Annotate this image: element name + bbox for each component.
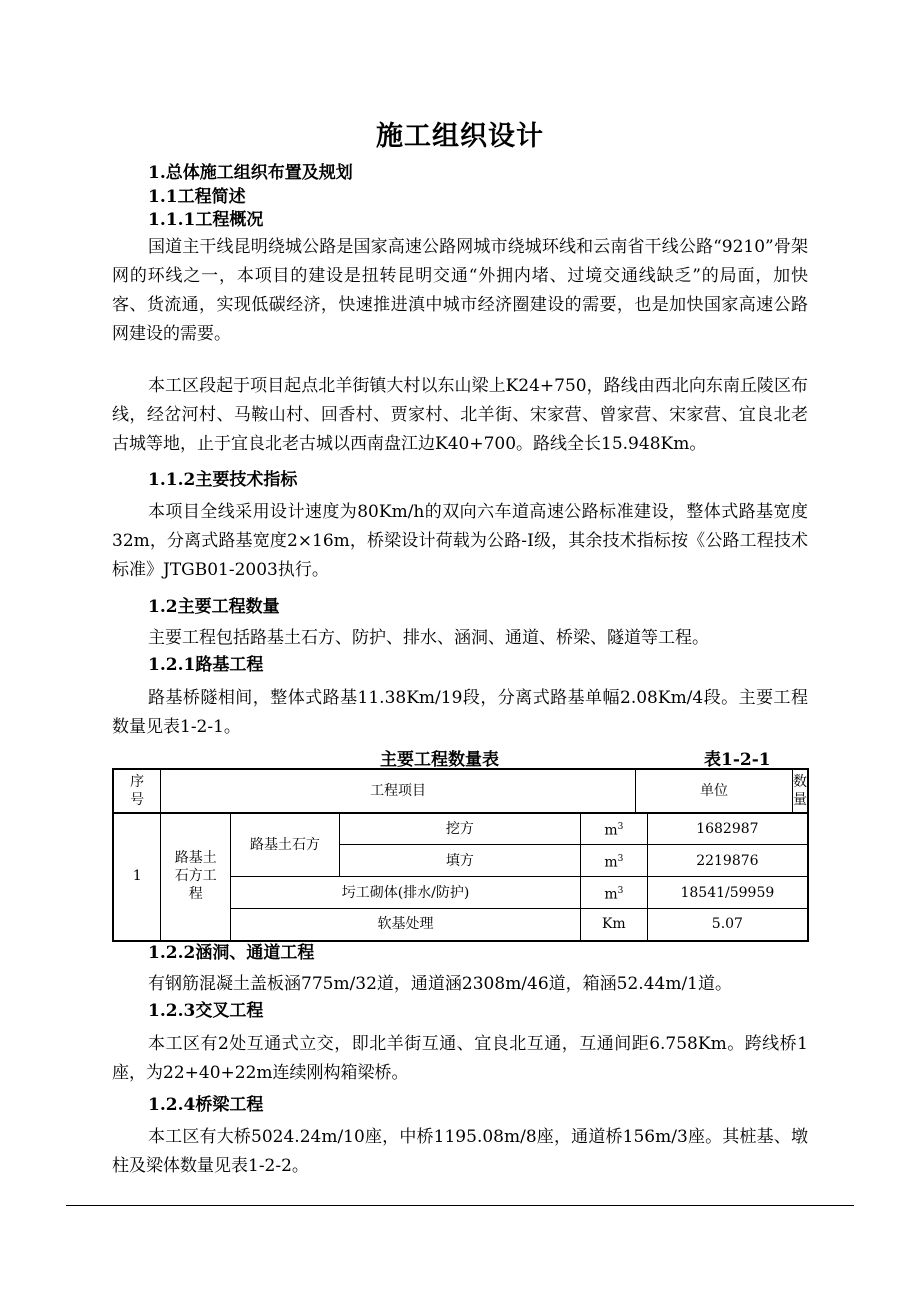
- heading-1-2-4: 1.2.4桥梁工程: [148, 1095, 264, 1115]
- quantity-table: [112, 768, 809, 814]
- page-title: 施工组织设计: [376, 121, 544, 152]
- footer-divider: [66, 1205, 854, 1206]
- cell-qty: 18541/59959: [647, 877, 808, 909]
- header-item: 工程项目: [161, 769, 636, 813]
- paragraph-tech-index: 本项目全线采用设计速度为80Km/h的双向六车道高速公路标准建设，整体式路基宽度32m，分离式路基宽度2×16m，桥梁设计荷载为公路-Ⅰ级，其余技术指标按《公路工程技术标准》JTGB01-2003执行。: [112, 502, 808, 580]
- cell-unit: $m^3$: [580, 845, 647, 877]
- paragraph-culverts: 有钢筋混凝土盖板涵775m/32道，通道涵2308m/46道，箱涵52.44m/1道。: [148, 974, 733, 994]
- table-title: 主要工程数量表: [380, 750, 499, 770]
- cell-qty: 5.07: [647, 909, 808, 941]
- heading-1-1-1: 1.1.1工程概况: [148, 210, 264, 230]
- heading-1-1: 1.1工程简述: [148, 187, 246, 207]
- header-unit: 单位: [635, 769, 792, 813]
- cell-unit: $m^3$: [580, 877, 647, 909]
- cell-subgroup: 路基土石方: [231, 813, 340, 877]
- heading-1: 1.总体施工组织布置及规划: [148, 163, 353, 183]
- cell-group: 路基土石方工程: [161, 813, 231, 941]
- paragraph-overview: 国道主干线昆明绕城公路是国家高速公路网城市绕城环线和云南省干线公路“9210”骨架网的环线之一，本项目的建设是扭转昆明交通“外拥内堵、过境交通线缺乏”的局面，加快客、货流通，实现低碳经济，快速推进滇中城市经济圈建设的需要，也是加快国家高速公路网建设的需要。: [112, 237, 808, 344]
- cell-item: 软基处理: [231, 909, 581, 941]
- heading-1-2-2: 1.2.2涵洞、通道工程: [148, 943, 315, 963]
- cell-qty: 2219876: [647, 845, 808, 877]
- cell-qty: 1682987: [647, 813, 808, 845]
- cell-unit: $m^3$: [580, 813, 647, 845]
- cell-item: 填方: [339, 845, 580, 877]
- cell-item: 挖方: [339, 813, 580, 845]
- cell-unit: Km: [580, 909, 647, 941]
- heading-1-1-2: 1.1.2主要技术指标: [148, 470, 298, 490]
- heading-1-2: 1.2主要工程数量: [148, 597, 280, 617]
- paragraph-bridges: 本工区有大桥5024.24m/10座，中桥1195.08m/8座，通道桥156m/3座。其桩基、墩柱及梁体数量见表1-2-2。: [112, 1127, 808, 1176]
- heading-1-2-3: 1.2.3交叉工程: [148, 1001, 264, 1021]
- table-row: [113, 813, 808, 845]
- paragraph-interchange: 本工区有2处互通式立交，即北羊街互通、宜良北互通，互通间距6.758Km。跨线桥1座，为22+40+22m连续刚构箱梁桥。: [112, 1034, 808, 1083]
- header-seq: 序号: [113, 769, 161, 813]
- paragraph-main-works: 主要工程包括路基土石方、防护、排水、涵洞、通道、桥梁、隧道等工程。: [148, 628, 709, 648]
- table-number: 表1-2-1: [704, 750, 771, 770]
- table-header-row: [113, 769, 808, 813]
- heading-1-2-1: 1.2.1路基工程: [148, 655, 264, 675]
- cell-seq: 1: [113, 813, 161, 941]
- paragraph-section-range: 本工区段起于项目起点北羊街镇大村以东山梁上K24+750，路线由西北向东南丘陵区布线，经岔河村、马鞍山村、回香村、贾家村、北羊街、宋家营、曾家营、宋家营、宜良北老古城等地，止于宜良北老古城以西南盘江边K40+700。路线全长15.948Km。: [112, 376, 808, 454]
- paragraph-subgrade: 路基桥隧相间，整体式路基11.38Km/19段，分离式路基单幅2.08Km/4段。主要工程数量见表1-2-1。: [112, 688, 808, 737]
- cell-item: 圬工砌体(排水/防护): [231, 877, 581, 909]
- quantity-table-body: [112, 812, 809, 942]
- header-qty: 数量: [793, 769, 809, 813]
